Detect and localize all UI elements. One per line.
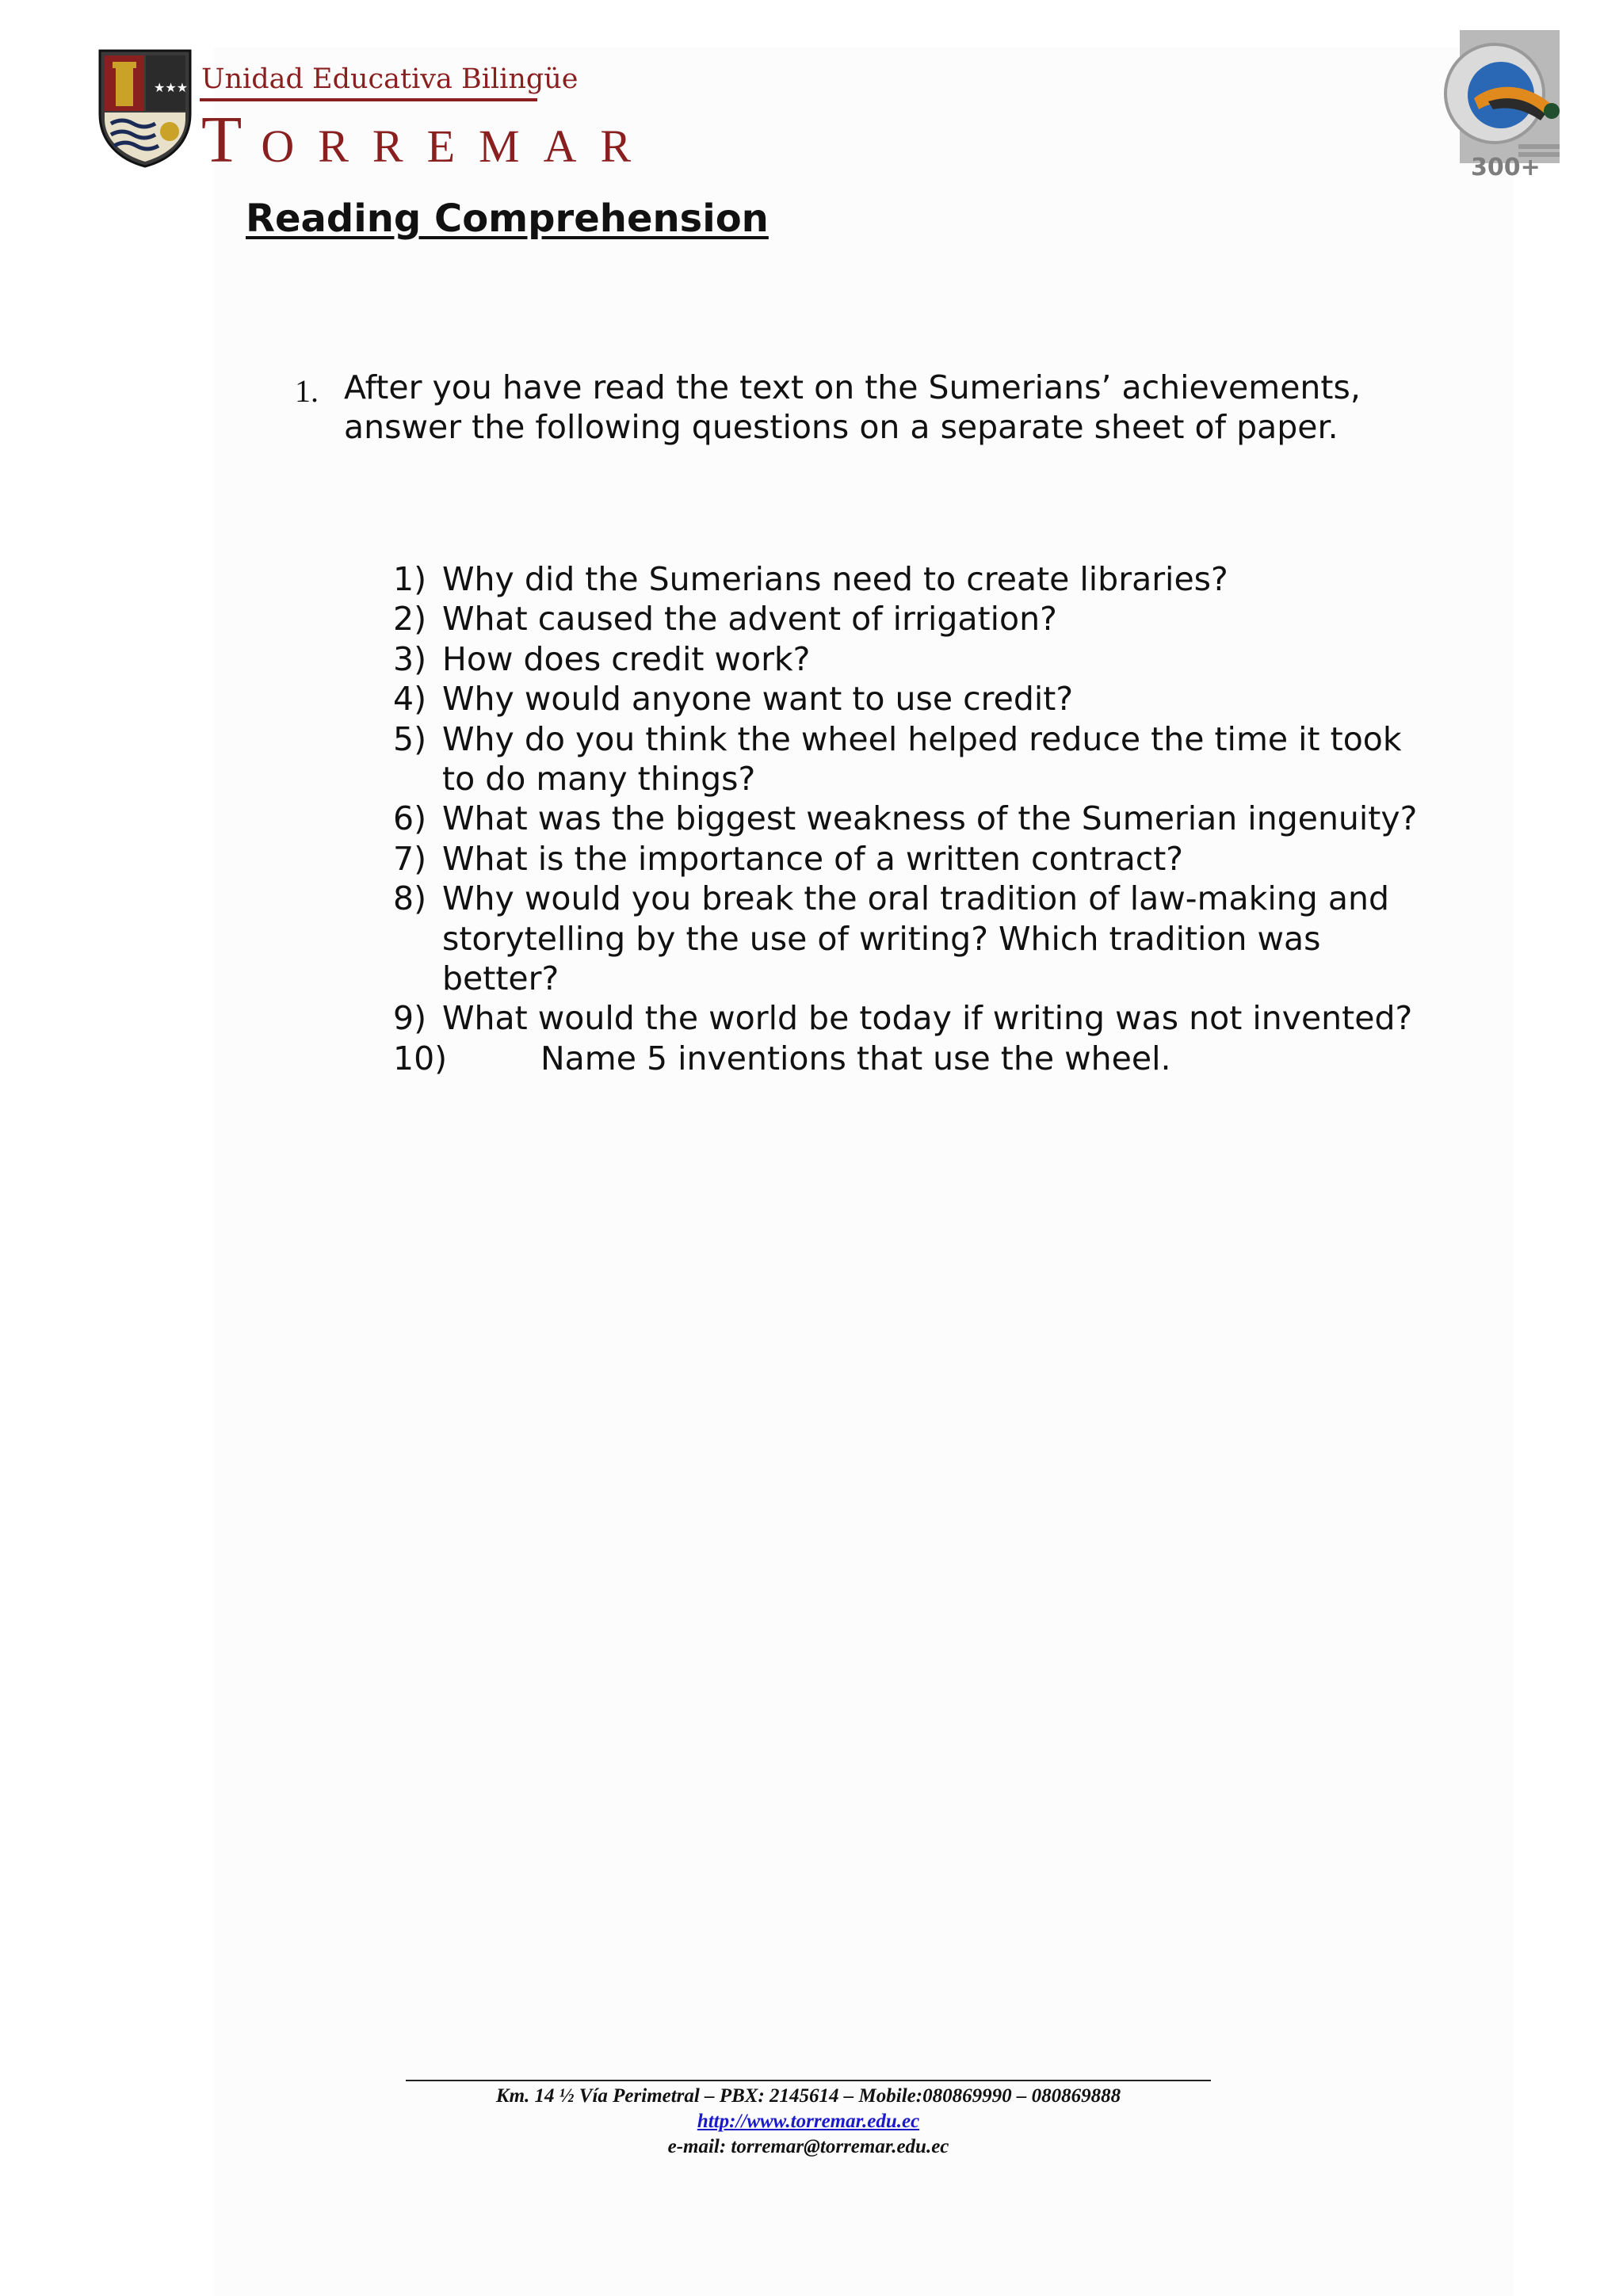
school-name-rest: ORREMAR: [261, 120, 655, 172]
question-number: 8): [393, 879, 427, 918]
school-logo: [94, 46, 655, 177]
question-number: 7): [393, 839, 427, 878]
question-text: Why would you break the oral tradition of law-making and storytelling by the use of writing? Which tradition was better?: [442, 879, 1389, 998]
list-item: [393, 679, 1423, 719]
instruction-number: 1.: [295, 373, 319, 409]
question-number: 10): [393, 1039, 448, 1077]
question-number: 4): [393, 680, 427, 719]
question-number: 9): [393, 999, 427, 1038]
question-text: How does credit work?: [442, 639, 811, 678]
question-text: What would the world be today if writing was not invented?: [442, 999, 1413, 1038]
svg-text:★★★: ★★★: [154, 80, 189, 95]
school-name-initial: T: [201, 103, 262, 177]
list-item: [393, 639, 1423, 679]
seal-badge: 300+: [1471, 154, 1541, 181]
list-item: [393, 998, 1423, 1038]
list-item: [393, 839, 1423, 879]
question-number: 1): [393, 560, 427, 598]
question-text: What was the biggest weakness of the Sumerian ingenuity?: [442, 799, 1418, 838]
question-text: Why would anyone want to use credit?: [442, 680, 1074, 719]
list-item: [393, 1039, 1423, 1078]
question-text: What is the importance of a written contract?: [442, 839, 1184, 878]
footer-website-link[interactable]: http://www.torremar.edu.ec: [697, 2111, 920, 2132]
question-text: Name 5 inventions that use the wheel.: [540, 1039, 1171, 1077]
list-item: [393, 719, 1423, 799]
page-title: Reading Comprehension: [246, 196, 769, 241]
shield-crest-icon: [94, 46, 197, 170]
footer-address: Km. 14 ½ Vía Perimetral – PBX: 2145614 – Mobile:080869990 – 080869888: [495, 2085, 1121, 2107]
school-name-line2: [201, 101, 655, 178]
question-text: Why do you think the wheel helped reduce the time it took to do many things?: [442, 719, 1402, 799]
question-number: 3): [393, 639, 427, 678]
question-list: [393, 559, 1423, 1078]
list-item: [393, 879, 1423, 998]
instruction-text: After you have read the text on the Sumerians’ achievements, answer the following questions on a separate sheet of paper.: [344, 368, 1361, 446]
list-item: [393, 559, 1423, 599]
question-number: 5): [393, 719, 427, 758]
footer-email: e-mail: torremar@torremar.edu.ec: [667, 2136, 949, 2157]
footer-divider: [406, 2080, 1211, 2081]
question-number: 6): [393, 799, 427, 838]
footer: [406, 2084, 1211, 2160]
school-name-line1: Unidad Educativa Bilingüe: [201, 63, 579, 95]
list-item: [393, 799, 1423, 838]
list-item: [393, 599, 1423, 639]
question-text: Why did the Sumerians need to create libraries?: [442, 560, 1228, 598]
question-number: 2): [393, 600, 427, 639]
question-text: What caused the advent of irrigation?: [442, 600, 1057, 639]
